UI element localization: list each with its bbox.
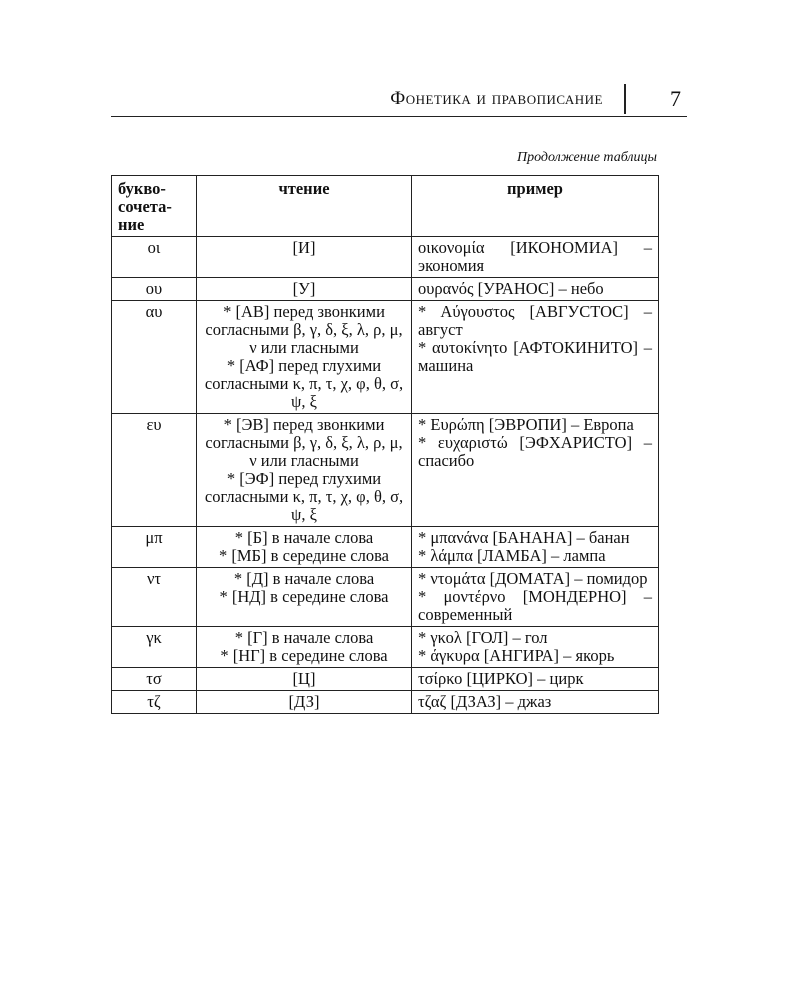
reading-text: [Ц] xyxy=(292,669,316,688)
example-cell xyxy=(412,691,659,714)
example-text: * άγκυρα [АНГИРА] – якорь xyxy=(418,646,615,665)
reading-cell xyxy=(197,691,412,714)
example-text: * ευχαριστώ [ЭФХАРИСТО] – спасибо xyxy=(418,433,652,470)
table-row xyxy=(112,568,659,627)
table-row xyxy=(112,237,659,278)
example-cell xyxy=(412,237,659,278)
example-text: * ντομάτα [ДОМАТА] – помидор xyxy=(418,569,648,588)
reading-cell xyxy=(197,278,412,301)
example-cell xyxy=(412,668,659,691)
reading-cell xyxy=(197,301,412,414)
combination-cell: οι xyxy=(112,237,197,278)
column-header-reading: чтение xyxy=(197,176,412,237)
reading-cell xyxy=(197,237,412,278)
reading-text: * [Д] в начале слова xyxy=(233,569,375,588)
table-row xyxy=(112,627,659,668)
table-row xyxy=(112,527,659,568)
reading-text: * [АФ] перед глухими согласными κ, π, τ, χ, φ, θ, σ, ψ, ξ xyxy=(204,356,404,411)
running-title: Фонетика и правописание xyxy=(390,88,603,109)
reading-text: * [МБ] в середине слова xyxy=(219,546,389,565)
combination-cell: αυ xyxy=(112,301,197,414)
page-number: 7 xyxy=(670,86,681,111)
table-header-row xyxy=(112,176,659,237)
table-continuation-note: Продолжение таблицы xyxy=(516,150,657,165)
example-text: * λάμπα [ЛАМБА] – лампа xyxy=(418,546,606,565)
header-separator xyxy=(624,84,626,114)
reading-text: * [Б] в начале слова xyxy=(234,528,374,547)
reading-cell xyxy=(197,414,412,527)
reading-text: * [НГ] в середине слова xyxy=(220,646,388,665)
reading-text: * [Г] в начале слова xyxy=(234,628,374,647)
reading-cell xyxy=(197,668,412,691)
example-text: * μπανάνα [БАНАНА] – банан xyxy=(418,528,630,547)
table-row xyxy=(112,414,659,527)
reading-cell xyxy=(197,527,412,568)
combination-cell: ντ xyxy=(112,568,197,627)
reading-text: * [АВ] перед звонкими согласными β, γ, δ, ξ, λ, ρ, μ, ν или гласными xyxy=(205,302,403,357)
combination-cell: τζ xyxy=(112,691,197,714)
reading-text: * [НД] в середине слова xyxy=(219,587,389,606)
table-row xyxy=(112,691,659,714)
letter-combination-table xyxy=(111,175,659,714)
example-text: * αυτοκίνητο [АФТОКИНИТО] – машина xyxy=(418,338,652,375)
combination-cell: γκ xyxy=(112,627,197,668)
combination-cell: ευ xyxy=(112,414,197,527)
reading-text: [ДЗ] xyxy=(288,692,320,711)
table-row xyxy=(112,668,659,691)
example-text: * Αύγουστος [АВГУСТОС] – август xyxy=(418,302,652,339)
example-text: * γκολ [ГОЛ] – гол xyxy=(418,628,548,647)
page-header xyxy=(111,80,687,117)
column-header-example: пример xyxy=(412,176,659,237)
example-cell xyxy=(412,414,659,527)
example-text: ουρανός [УРАНОС] – небо xyxy=(418,279,604,298)
example-text: τσίρκο [ЦИРКО] – цирк xyxy=(418,669,584,688)
example-text: οικονομία [ИКОНОМИА] – экономия xyxy=(418,238,652,275)
reading-text: [У] xyxy=(292,279,316,298)
reading-text: * [ЭВ] перед звонкими согласными β, γ, δ, ξ, λ, ρ, μ, ν или гласными xyxy=(205,415,403,470)
table-row xyxy=(112,278,659,301)
reading-cell xyxy=(197,627,412,668)
example-cell xyxy=(412,568,659,627)
reading-text: [И] xyxy=(292,238,316,257)
combination-cell: μπ xyxy=(112,527,197,568)
table-row xyxy=(112,301,659,414)
combination-cell: ου xyxy=(112,278,197,301)
column-header-combination: букво-сочета-ние xyxy=(112,176,197,237)
example-cell xyxy=(412,527,659,568)
example-text: * μοντέρνο [МОНДЕРНО] – современный xyxy=(418,587,652,624)
example-text: * Ευρώπη [ЭВРОПИ] – Европа xyxy=(418,415,634,434)
combination-cell: τσ xyxy=(112,668,197,691)
example-text: τζαζ [ДЗАЗ] – джаз xyxy=(418,692,552,711)
reading-text: * [ЭФ] перед глухими согласными κ, π, τ, χ, φ, θ, σ, ψ, ξ xyxy=(204,469,404,524)
example-cell xyxy=(412,278,659,301)
reading-cell xyxy=(197,568,412,627)
example-cell xyxy=(412,627,659,668)
example-cell xyxy=(412,301,659,414)
